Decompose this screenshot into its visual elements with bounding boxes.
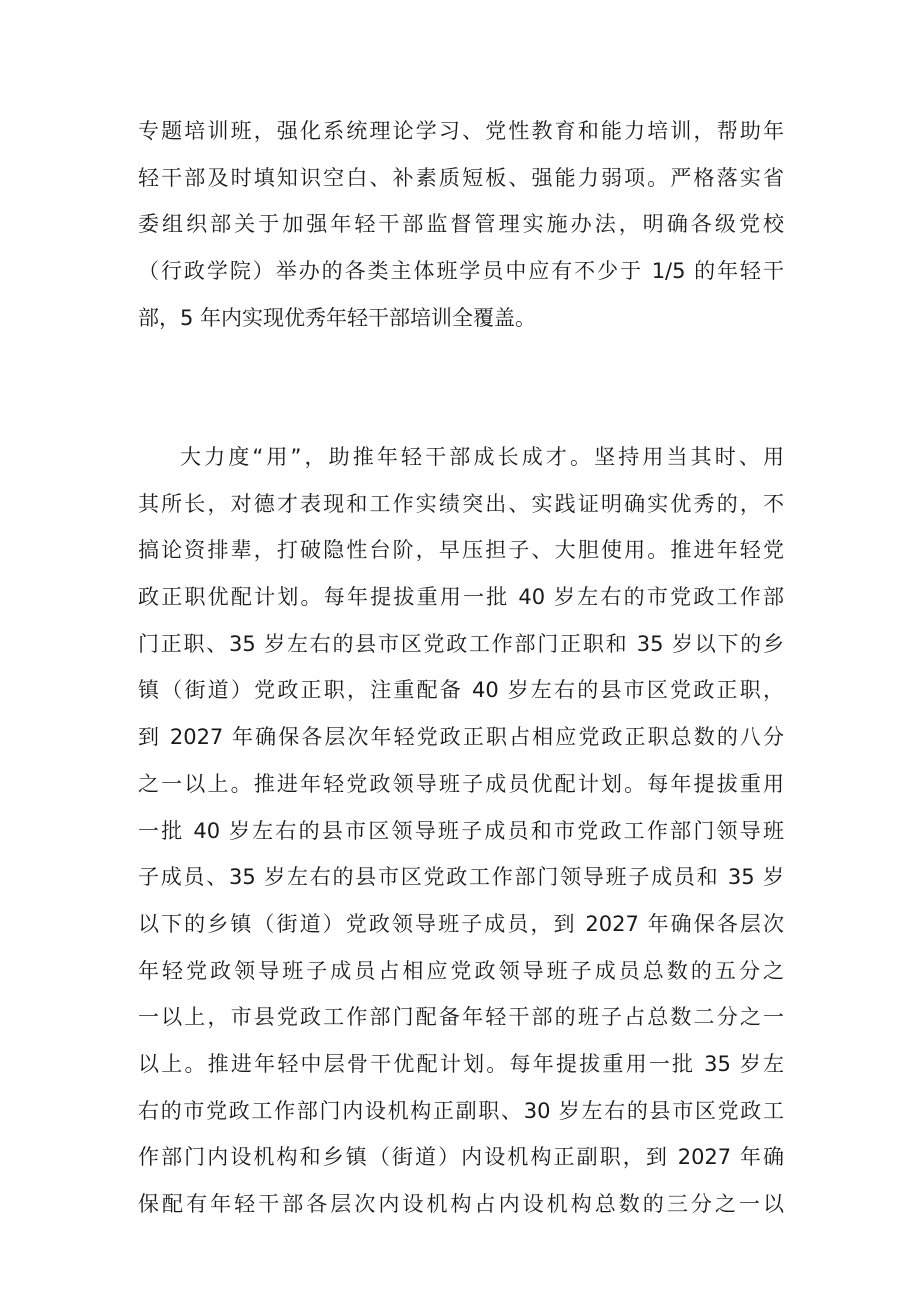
text-line: 部，5 年内实现优秀年轻干部培训全覆盖。 — [138, 305, 537, 330]
text-line: 年轻党政领导班子成员占相应党政领导班子成员总数的五分之 — [138, 958, 784, 983]
text-line: 搞论资排辈，打破隐性台阶，早压担子、大胆使用。推进年轻党 — [138, 538, 784, 563]
text-line: 右的市党政工作部门内设机构正副职、30 岁左右的县市区党政工 — [138, 1098, 784, 1123]
text-line: 大力度“用”，助推年轻干部成长成才。坚持用当其时、用 — [180, 445, 784, 469]
text-line: 轻干部及时填知识空白、补素质短板、强能力弱项。严格落实省 — [138, 165, 784, 190]
text-line: 门正职、35 岁左右的县市区党政工作部门正职和 35 岁以下的乡 — [138, 631, 784, 656]
paragraph-training — [138, 108, 784, 341]
text-line: 以下的乡镇（街道）党政领导班子成员，到 2027 年确保各层次 — [138, 911, 784, 936]
text-line: 一批 40 岁左右的县市区领导班子成员和市党政工作部门领导班 — [138, 818, 784, 843]
text-line: 镇（街道）党政正职，注重配备 40 岁左右的县市区党政正职， — [138, 678, 784, 703]
text-line: 专题培训班，强化系统理论学习、党性教育和能力培训，帮助年 — [138, 119, 784, 143]
text-line: 子成员、35 岁左右的县市区党政工作部门领导班子成员和 35 岁 — [138, 865, 784, 890]
text-line: 以上。推进年轻中层骨干优配计划。每年提拔重用一批 35 岁左 — [138, 1051, 784, 1076]
text-line: 之一以上。推进年轻党政领导班子成员优配计划。每年提拔重用 — [138, 771, 784, 796]
paragraph-promotion — [138, 434, 784, 1228]
text-line: 一以上，市县党政工作部门配备年轻干部的班子占总数二分之一 — [138, 1005, 784, 1030]
text-line: 到 2027 年确保各层次年轻党政正职占相应党政正职总数的八分 — [138, 725, 784, 750]
text-line: （行政学院）举办的各类主体班学员中应有不少于 1/5 的年轻干 — [138, 259, 784, 284]
text-line: 作部门内设机构和乡镇（街道）内设机构正副职，到 2027 年确 — [138, 1145, 784, 1170]
text-line: 委组织部关于加强年轻干部监督管理实施办法，明确各级党校 — [138, 212, 784, 237]
text-line: 其所长，对德才表现和工作实绩突出、实践证明确实优秀的，不 — [138, 491, 784, 516]
text-line: 保配有年轻干部各层次内设机构占内设机构总数的三分之一以 — [138, 1192, 784, 1216]
text-line: 政正职优配计划。每年提拔重用一批 40 岁左右的市党政工作部 — [138, 585, 784, 610]
